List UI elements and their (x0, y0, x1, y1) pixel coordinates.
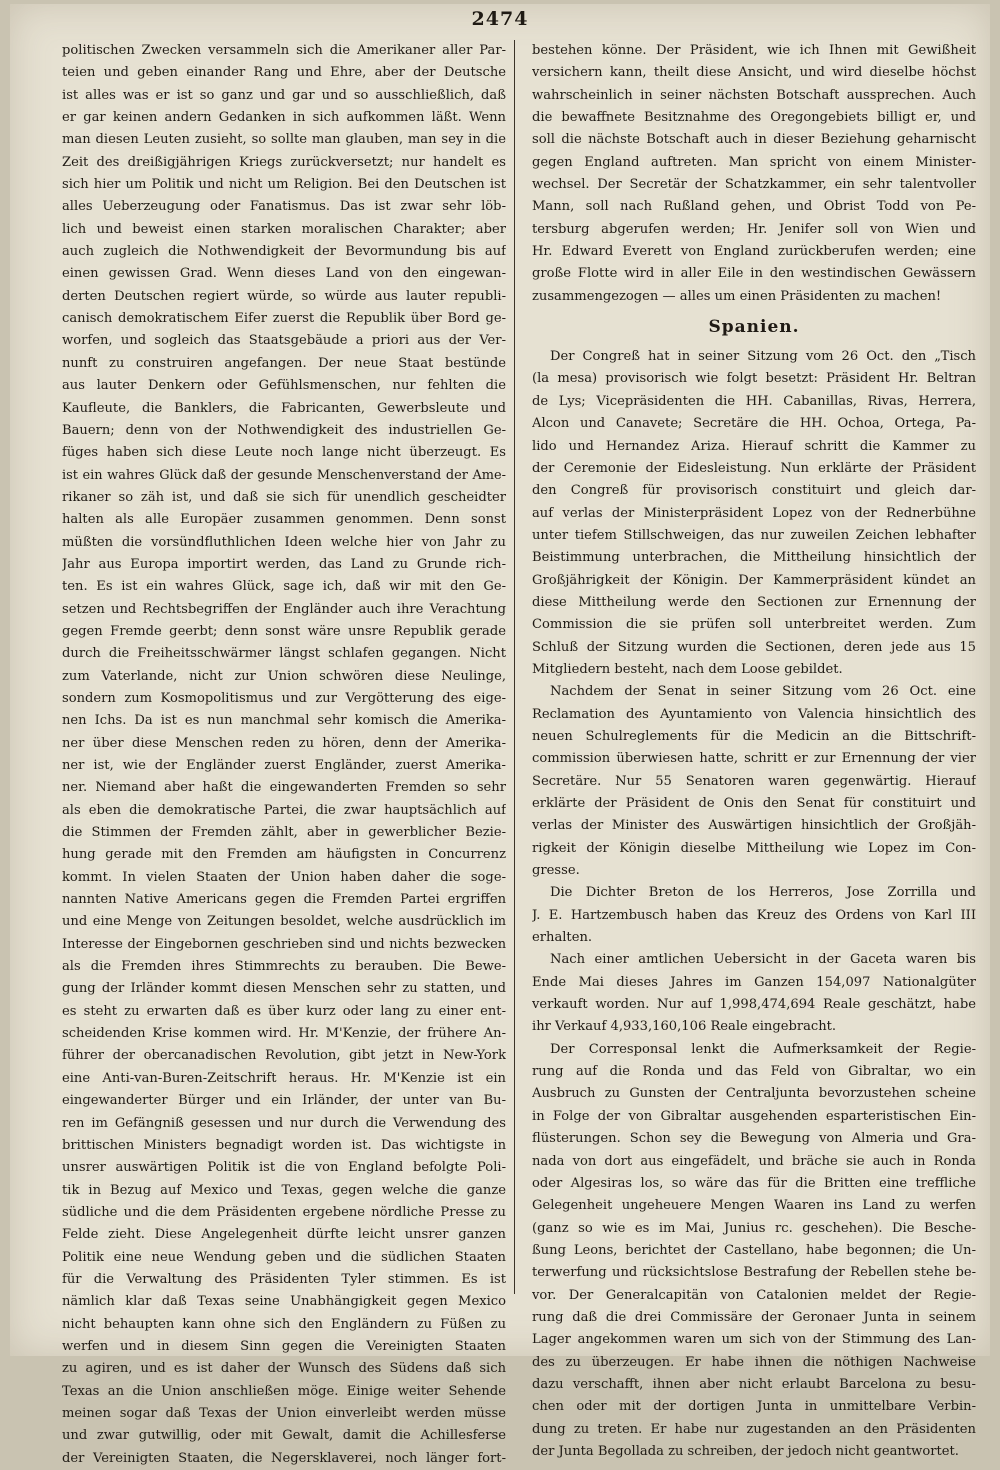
text-line: sondern zum Kosmopolitismus und zur Vergötterung des eige- (62, 690, 506, 706)
text-line: ßung Leons, berichtet der Castellano, habe begonnen; die Un- (532, 1242, 976, 1258)
text-line: politischen Zwecken versammeln sich die Amerikaner aller Par- (62, 43, 506, 58)
text-line: nunft zu construiren angefangen. Der neue Staat bestünde (62, 355, 506, 371)
text-line: kommt. In vielen Staaten der Union haben daher die soge- (62, 869, 506, 885)
text-line: führer der obercanadischen Revolution, gibt jetzt in New-York (62, 1048, 506, 1064)
text-line: Beistimmung unterbrachen, die Mittheilung hinsichtlich der (532, 550, 976, 566)
text-line: Texas an die Union anschließen möge. Einige weiter Sehende (62, 1383, 506, 1399)
text-line: und zwar gutwillig, oder mit Gewalt, damit die Achillesferse (62, 1428, 506, 1444)
text-line: meinen sogar daß Texas der Union einverleibt werden müsse (62, 1405, 506, 1421)
text-line: Großjährigkeit der Königin. Der Kammerpräsident kündet an (532, 572, 976, 588)
text-line: zusammengezogen — alles um einen Präsidenten zu machen! (532, 288, 942, 304)
text-line: der Vereinigten Staaten, die Negersklaverei, noch länger fort- (62, 1450, 506, 1466)
text-line: ner. Niemand aber haßt die eingewanderten Fremden so sehr (62, 780, 506, 796)
text-line: (la mesa) provisorisch wie folgt besetzt: Präsident Hr. Beltran (532, 371, 976, 387)
text-line: Reclamation des Ayuntamiento von Valencia hinsichtlich des (532, 706, 976, 722)
text-line: Interesse der Eingebornen geschrieben sind und nichts bezwecken (62, 936, 506, 952)
text-line: (ganz so wie es im Mai, Junius rc. geschehen). Die Besche- (532, 1220, 976, 1236)
text-line: tersburg abgerufen werden; Hr. Jenifer soll von Wien und (532, 221, 976, 237)
text-line: teien und geben einander Rang und Ehre, aber der Deutsche (62, 65, 506, 81)
text-line: einen gewissen Grad. Wenn dieses Land von den eingewan- (62, 266, 506, 282)
text-line: nämlich klar daß Texas seine Unabhängigkeit gegen Mexico (62, 1294, 506, 1310)
text-line: brittischen Ministers begnadigt worden ist. Das wichtigste in (62, 1137, 506, 1153)
text-line: eingewanderter Bürger und ein Irländer, der unter van Bu- (62, 1093, 506, 1109)
text-line: Die Dichter Breton de los Herreros, Jose Zorrilla und (550, 885, 976, 901)
text-line: gresse. (532, 863, 580, 879)
text-line: südliche und die dem Präsidenten ergebene nördliche Presse zu (62, 1204, 506, 1220)
text-line: bestehen könne. Der Präsident, wie ich Ihnen mit Gewißheit (532, 43, 976, 58)
text-line: ten. Es ist ein wahres Glück, sage ich, daß wir mit den Ge- (62, 579, 506, 595)
text-line: Gelegenheit ungeheuere Mengen Waaren ins Land zu werfen (532, 1198, 976, 1214)
text-line: worfen, und sogleich das Staatsgebäude a priori aus der Ver- (62, 333, 506, 349)
text-line: auf verlas der Ministerpräsident Lopez von der Rednerbühne (532, 505, 976, 521)
text-line: verlas der Minister des Auswärtigen hinsichtlich der Großjäh- (532, 818, 976, 834)
text-line: canisch demokratischem Eifer zuerst die Republik über Bord ge- (62, 311, 506, 327)
text-line: unter tiefem Stillschweigen, das nur zuweilen Zeichen lebhafter (532, 527, 976, 543)
text-line: eine Anti-van-Buren-Zeitschrift heraus. Hr. M'Kenzie ist ein (62, 1070, 506, 1086)
text-line: Lager angekommen waren um sich von der Stimmung des Lan- (532, 1332, 976, 1348)
text-line: Der Corresponsal lenkt die Aufmerksamkeit der Regie- (550, 1041, 976, 1057)
text-line: J. E. Hartzembusch haben das Kreuz des Ordens von Karl III (532, 907, 976, 923)
text-line: erhalten. (532, 930, 593, 946)
text-line: man diesen Leuten zusieht, so sollte man glauben, man sey in die (62, 132, 506, 148)
text-line: Zeit des dreißigjährigen Kriegs zurückversetzt; nur handelt es (62, 154, 506, 170)
text-line: dazu verschafft, ihnen aber nicht erlaubt Barcelona zu besu- (532, 1376, 976, 1392)
text-line: Felde zieht. Diese Angelegenheit dürfte leicht unsrer ganzen (62, 1227, 506, 1243)
right-column (532, 40, 976, 1463)
text-line: gegen Fremde geerbt; denn sonst wäre unsre Republik gerade (62, 623, 506, 639)
text-line: Schluß der Sitzung wurden die Sectionen, deren jede aus 15 (532, 639, 976, 655)
text-line: Nach einer amtlichen Uebersicht in der Gaceta waren bis (550, 952, 976, 968)
text-line: diese Mittheilung werde den Sectionen zur Ernennung der (532, 594, 976, 610)
text-line: als eben die demokratische Partei, die zwar hauptsächlich auf (62, 802, 506, 818)
text-line: der Junta Begollada zu schreiben, der jedoch nicht geantwortet. (532, 1443, 959, 1459)
text-line: chen oder mit der dortigen Junta in unmittelbare Verbin- (532, 1399, 976, 1415)
text-line: Jahr aus Europa importirt werden, das Land zu Grunde rich- (62, 556, 506, 572)
text-line: Mitgliedern besteht, nach dem Loose gebildet. (532, 661, 843, 677)
text-line: Mann, soll nach Rußland gehen, und Obrist Todd von Pe- (532, 199, 976, 215)
text-line: füges haben sich diese Leute noch lange nicht überzeugt. Es (62, 445, 506, 461)
text-line: alles Ueberzeugung oder Fanatismus. Das ist zwar sehr löb- (62, 199, 506, 215)
page-number: 2474 (471, 8, 529, 30)
text-line: als die Fremden ihres Stimmrechts zu berauben. Die Bewe- (62, 959, 506, 975)
text-line: verkauft worden. Nur auf 1,998,474,694 Reale geschätzt, habe (532, 997, 976, 1013)
text-line: nen Ichs. Da ist es nun manchmal sehr komisch die Amerika- (62, 713, 506, 729)
text-line: ner ist, wie der Engländer zuerst Engländer, zuerst Amerika- (62, 758, 506, 773)
text-line: ist alles was er ist so ganz und gar und so ausschließlich, daß (62, 87, 506, 103)
text-line: wahrscheinlich in seiner nächsten Botschaft aussprechen. Auch (532, 87, 976, 103)
text-line: für die Verwaltung des Präsidenten Tyler stimmen. Es ist (62, 1271, 506, 1287)
text-line: rikaner so zäh ist, und daß sie sich für unendlich gescheidter (62, 489, 506, 505)
text-line: hung gerade mit den Fremden am häufigsten in Concurrenz (62, 847, 506, 863)
text-line: scheidenden Krise kommen wird. Hr. M'Kenzie, der frühere An- (62, 1026, 506, 1042)
text-line: müßten die vorsündfluthlichen Ideen welche hier von Jahr zu (62, 534, 506, 550)
text-line: Ende Mai dieses Jahres im Ganzen 154,097 Nationalgüter (532, 974, 976, 990)
text-line: gegen England auftreten. Man spricht von einem Minister- (532, 154, 976, 170)
text-line: sich hier um Politik und nicht um Religion. Bei den Deutschen ist (62, 177, 506, 193)
text-line: Nachdem der Senat in seiner Sitzung vom 26 Oct. eine (550, 684, 976, 700)
text-line: terwerfung und rücksichtslose Bestrafung der Rebellen stehe be- (532, 1265, 976, 1281)
text-line: erklärte der Präsident de Onis den Senat für constituirt und (532, 796, 976, 811)
text-line: es steht zu erwarten daß es über kurz oder lang zu einer ent- (62, 1003, 506, 1019)
text-line: gung der Irländer kommt diesen Menschen sehr zu statten, und (62, 981, 506, 997)
text-line: dung zu treten. Er habe nur zugestanden an den Präsidenten (532, 1421, 976, 1437)
text-line: Bauern; denn von der Nothwendigkeit des industriellen Ge- (62, 422, 506, 438)
text-line: zum Vaterlande, nicht zur Union schwören diese Neulinge, (62, 668, 506, 684)
text-line: des zu überzeugen. Er habe ihnen die nöthigen Nachweise (532, 1354, 976, 1370)
text-line: soll die nächste Botschaft auch in dieser Beziehung geharnischt (532, 132, 976, 148)
text-line: unsrer auswärtigen Politik ist die von England befolgte Poli- (62, 1160, 506, 1176)
text-line: durch die Freiheitsschwärmer längst schlafen gegangen. Nicht (62, 646, 506, 662)
text-line: die Stimmen der Fremden zählt, aber in gewerblicher Bezie- (62, 825, 506, 841)
text-line: Kaufleute, die Banklers, die Fabricanten, Gewerbsleute und (62, 400, 506, 416)
text-line: der Ceremonie der Eidesleistung. Nun erklärte der Präsident (532, 460, 976, 476)
text-line: lido und Hernandez Ariza. Hierauf schritt die Kammer zu (532, 438, 976, 454)
text-line: derten Deutschen regiert würde, so würde aus lauter republi- (62, 288, 506, 304)
text-line: in Folge der von Gibraltar ausgehenden esparteristischen Ein- (532, 1108, 976, 1124)
text-line: lich und beweist einen starken moralischen Charakter; aber (62, 221, 506, 237)
text-line: und eine Menge von Zeitungen besoldet, welche ausdrücklich im (62, 914, 506, 930)
text-line: oder Algesiras los, so wäre das für die Britten eine treffliche (532, 1175, 976, 1191)
text-line: werfen und in diesem Sinn gegen die Vereinigten Staaten (62, 1338, 506, 1354)
text-line: rung daß die drei Commissäre der Geronaer Junta in seinem (532, 1309, 976, 1325)
text-line: vor. Der Generalcapitän von Catalonien meldet der Regie- (532, 1287, 976, 1303)
text-line: Der Congreß hat in seiner Sitzung vom 26 Oct. den „Tisch (550, 349, 976, 365)
text-line: zu agiren, und es ist daher der Wunsch des Südens daß sich (62, 1361, 506, 1377)
text-line: Alcon und Canavete; Secretäre die HH. Ochoa, Ortega, Pa- (532, 416, 976, 432)
text-line: die bewaffnete Besitznahme des Oregongebiets billigt er, und (532, 110, 976, 126)
text-line: versichern kann, theilt diese Ansicht, und wird dieselbe höchst (532, 65, 976, 81)
text-line: ihr Verkauf 4,933,160,106 Reale eingebracht. (532, 1019, 837, 1035)
text-line: große Flotte wird in aller Eile in den westindischen Gewässern (532, 266, 976, 282)
column-divider (514, 40, 515, 1294)
text-line: Secretäre. Nur 55 Senatoren waren gegenwärtig. Hierauf (532, 773, 976, 789)
text-line: neuen Schulreglements für die Medicin an die Bittschrift- (532, 728, 976, 744)
text-line: setzen und Rechtsbegriffen der Engländer auch ihre Verachtung (62, 601, 506, 617)
text-line: rigkeit der Königin dieselbe Mittheilung wie Lopez im Con- (532, 840, 976, 856)
newspaper-page (10, 4, 990, 1466)
left-column (62, 40, 506, 1470)
text-line: er gar keinen andern Gedanken in sich aufkommen läßt. Wenn (62, 110, 506, 126)
text-line: aus lauter Denkern oder Gefühlsmenschen, nur fehlten die (62, 378, 506, 394)
text-line: tik in Bezug auf Mexico und Texas, gegen welche die ganze (62, 1182, 506, 1198)
text-line: commission überwiesen hatte, schritt er zur Ernennung der vier (532, 751, 976, 767)
text-line: ner über diese Menschen reden zu hören, denn der Amerika- (62, 735, 506, 751)
section-heading: Spanien. (708, 317, 800, 338)
text-line: de Lys; Vicepräsidenten die HH. Cabanillas, Rivas, Herrera, (532, 393, 976, 409)
text-line: nannten Native Americans gegen die Fremden Partei ergriffen (62, 892, 506, 908)
text-line: ren im Gefängniß gesessen und nur durch die Verwendung des (62, 1115, 506, 1131)
text-line: auch zugleich die Nothwendigkeit der Bevormundung bis auf (62, 244, 506, 260)
text-line: halten als alle Europäer zusammen genommen. Denn sonst (62, 512, 506, 528)
text-line: rung auf die Ronda und das Feld von Gibraltar, wo ein (532, 1064, 976, 1080)
text-line: ist ein wahres Glück daß der gesunde Menschenverstand der Ame- (62, 467, 506, 483)
text-line: flüsterungen. Schon sey die Bewegung von Almeria und Gra- (532, 1131, 976, 1147)
text-line: Politik eine neue Wendung geben und die südlichen Staaten (62, 1249, 506, 1265)
text-line: Hr. Edward Everett von England zurückberufen werden; eine (532, 244, 976, 260)
text-line: nicht behaupten kann ohne sich den Engländern zu Füßen zu (62, 1316, 506, 1332)
text-line: Commission die sie prüfen soll unterbreitet werden. Zum (532, 617, 976, 633)
text-line: Ausbruch zu Gunsten der Centraljunta bevorzustehen scheine (532, 1086, 976, 1102)
text-line: den Congreß für provisorisch constituirt und gleich dar- (532, 483, 976, 499)
text-line: nada von dort aus eingefädelt, und bräche sie auch in Ronda (532, 1153, 976, 1169)
text-line: wechsel. Der Secretär der Schatzkammer, ein sehr talentvoller (532, 177, 976, 193)
